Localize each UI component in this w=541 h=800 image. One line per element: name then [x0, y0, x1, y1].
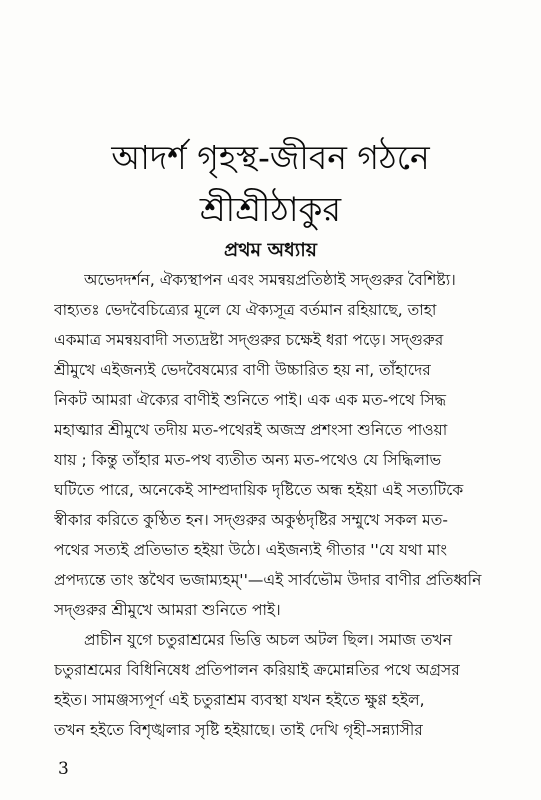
paragraph-line: বাহ্যতঃ ভেদবৈচিত্র্যের মূলে যে ঐক্যসূত্র বর্তমান রহিয়াছে, তাহা: [54, 301, 437, 319]
page-number: 3: [58, 759, 69, 779]
paragraph-line: হইত। সামঞ্জস্যপূর্ণ এই চতুরাশ্রম ব্যবস্থা যখন হইতে ক্ষুণ্ণ হইল,: [54, 691, 425, 709]
paragraph-line: নিকট আমরা ঐক্যের বাণীই শুনিতে পাই। এক এক মত-পথে সিদ্ধ: [54, 391, 447, 409]
paragraph-line: যায় ; কিন্তু তাঁহার মত-পথ ব্যতীত অন্য মত-পথেও যে সিদ্ধিলাভ: [54, 451, 442, 469]
paragraph-line: পথের সত্যই প্রতিভাত হইয়া উঠে। এইজন্যই গীতার ''যে যথা মাং: [54, 541, 448, 559]
title-line-2: শ্রীশ্রীঠাকুর: [199, 190, 342, 230]
paragraph-line: ঘটিতে পারে, অনেকেই সাম্প্রদায়িক দৃষ্টিতে অন্ধ হইয়া এই সত্যটিকে: [54, 481, 464, 499]
paragraph-line: সদ্‌গুরুর শ্রীমুখে আমরা শুনিতে পাই।: [54, 601, 281, 619]
paragraph-line: প্রাচীন যুগে চতুরাশ্রমের ভিত্তি অচল অটল ছিল। সমাজ তখন: [84, 631, 452, 649]
chapter-heading: প্রথম অধ্যায়: [224, 239, 317, 261]
paragraph-line: চতুরাশ্রমের বিধিনিষেধ প্রতিপালন করিয়াই ক্রমোন্নতির পথে অগ্রসর: [54, 661, 460, 679]
title-line-1: আদর্শ গৃহস্থ-জীবন গঠনে: [111, 138, 430, 177]
paragraph-line: মহাত্মার শ্রীমুখে তদীয় মত-পথেরই অজস্র প্রশংসা শুনিতে পাওয়া: [54, 421, 448, 439]
paragraph-line: অভেদদর্শন, ঐক্যস্থাপন এবং সমন্বয়প্রতিষ্ঠাই সদ্‌গুরুর বৈশিষ্ট্য।: [84, 271, 456, 289]
paragraph-line: একমাত্র সমন্বয়বাদী সত্যদ্রষ্টা সদ্‌গুরুর চক্ষেই ধরা পড়ে। সদ্‌গুরুর: [54, 331, 444, 349]
paragraph-line: স্বীকার করিতে কুণ্ঠিত হন। সদ্‌গুরুর অকুণ্ঠদৃষ্টির সম্মুখে সকল মত-: [54, 511, 448, 529]
paragraph-line: শ্রীমুখে এইজন্যই ভেদবৈষম্যের বাণী উচ্চারিত হয় না, তাঁহাদের: [54, 361, 431, 379]
paragraph-line: প্রপদ্যন্তে তাং স্তথৈব ভজাম্যহম্''—এই সার্বভৌম উদার বাণীর প্রতিধ্বনি: [54, 571, 482, 589]
paragraph-line: তখন হইতে বিশৃঙ্খলার সৃষ্টি হইয়াছে। তাই দেখি গৃহী-সন্ন্যাসীর: [54, 721, 423, 739]
